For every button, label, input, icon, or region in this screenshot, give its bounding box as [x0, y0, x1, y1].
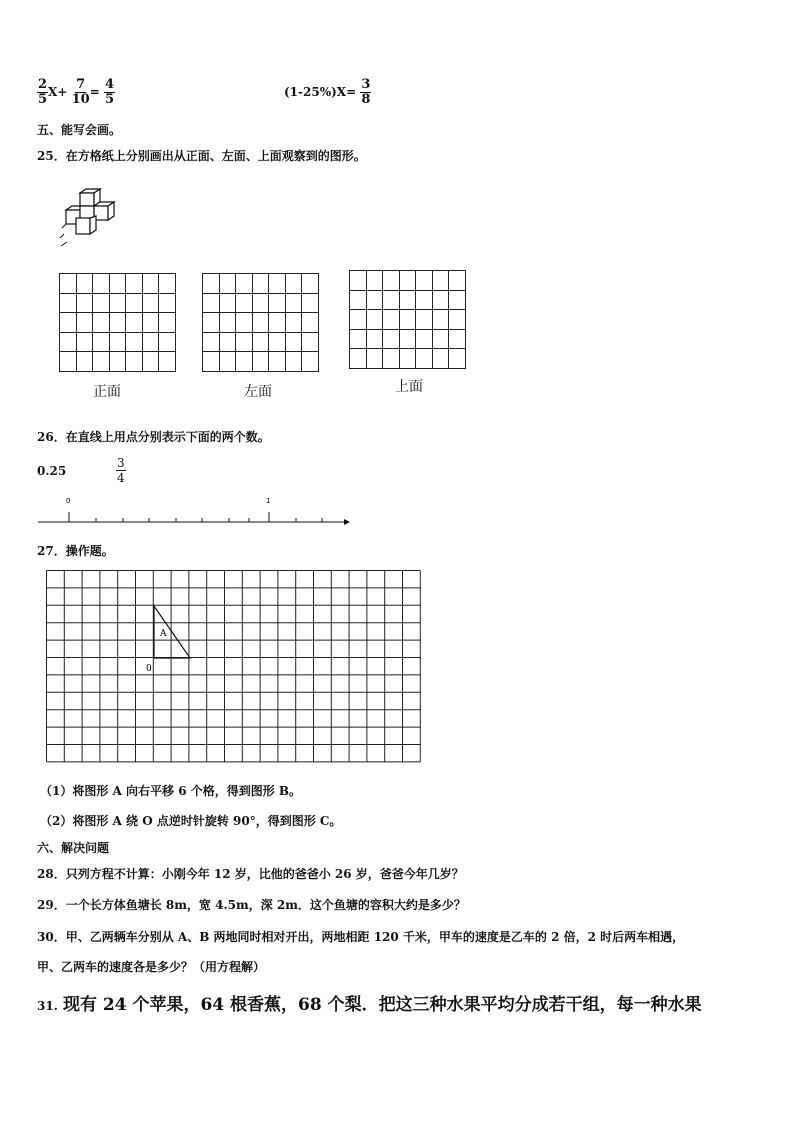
grid-cell[interactable]	[60, 352, 77, 372]
grid-cell[interactable]	[350, 310, 367, 330]
grid-cell[interactable]	[219, 293, 236, 313]
grid-cell[interactable]	[285, 274, 302, 294]
grid-cell[interactable]	[350, 271, 367, 291]
question-31	[37, 990, 702, 1015]
question-29: 29．一个长方体鱼塘长 8m，宽 4.5m，深 2m．这个鱼塘的容积大约是多少？	[37, 898, 466, 912]
grid-cell[interactable]	[236, 332, 253, 352]
number-line-arrow	[344, 519, 350, 525]
grid-cell[interactable]	[302, 274, 319, 294]
tick-label-0: 0	[66, 497, 71, 505]
grid-cell[interactable]	[203, 332, 220, 352]
question-31-number: 31.	[37, 999, 58, 1013]
grid-cell[interactable]	[126, 274, 143, 294]
grid-cell[interactable]	[203, 313, 220, 333]
grid-cell[interactable]	[383, 349, 400, 369]
grid-cell[interactable]	[203, 352, 220, 372]
grid-cell[interactable]	[302, 332, 319, 352]
grid-cell[interactable]	[142, 274, 159, 294]
grid-cell[interactable]	[399, 329, 416, 349]
label-left: 左面	[244, 384, 272, 400]
grid-left-view[interactable]	[202, 273, 319, 372]
grid-cell[interactable]	[350, 290, 367, 310]
grid-cell[interactable]	[219, 274, 236, 294]
question-26: 26．在直线上用点分别表示下面的两个数。	[37, 430, 270, 444]
grid-top-view[interactable]	[349, 270, 466, 369]
grid-cell[interactable]	[269, 332, 286, 352]
grid-cell[interactable]	[350, 349, 367, 369]
grid-cell[interactable]	[126, 293, 143, 313]
task-1: （1）将图形 A 向右平移 6 个格，得到图形 B。	[40, 784, 302, 798]
tick-label-1: 1	[266, 497, 271, 505]
grid-cell[interactable]	[236, 293, 253, 313]
grid-cell[interactable]	[432, 271, 449, 291]
grid-cell[interactable]	[383, 329, 400, 349]
fraction-2-5: $\frac{2}{5}$	[38, 77, 48, 107]
grid-cell[interactable]	[399, 310, 416, 330]
grid-cell[interactable]	[93, 352, 110, 372]
grid-cell[interactable]	[285, 313, 302, 333]
grid-cell[interactable]	[432, 290, 449, 310]
fraction-4-5: $\frac{4}{5}$	[104, 77, 114, 107]
grid-cell[interactable]	[449, 349, 466, 369]
grid-cell[interactable]	[109, 274, 126, 294]
grid-cell[interactable]	[302, 293, 319, 313]
grid-cell[interactable]	[449, 271, 466, 291]
grid-cell[interactable]	[383, 271, 400, 291]
grid-cell[interactable]	[159, 352, 176, 372]
grid-cell[interactable]	[350, 329, 367, 349]
grid-cell[interactable]	[269, 352, 286, 372]
number-025: 0.25	[37, 464, 67, 478]
equation-2: (1-25%)X= $\frac{3}{8}$	[284, 77, 371, 107]
grid-cell[interactable]	[142, 352, 159, 372]
task-2: （2）将图形 A 绕 O 点逆时针旋转 90°，得到图形 C。	[40, 814, 342, 828]
grid-cell[interactable]	[126, 313, 143, 333]
grid-cell[interactable]	[109, 352, 126, 372]
grid-cell[interactable]	[302, 352, 319, 372]
question-27: 27．操作题。	[37, 544, 114, 558]
grid-cell[interactable]	[159, 274, 176, 294]
grid-cell[interactable]	[252, 313, 269, 333]
grid-cell[interactable]	[432, 329, 449, 349]
grid-cell[interactable]	[76, 313, 93, 333]
grid-cell[interactable]	[126, 352, 143, 372]
grid-cell[interactable]	[60, 274, 77, 294]
grid-cell[interactable]	[449, 290, 466, 310]
grid-cell[interactable]	[60, 313, 77, 333]
grid-cell[interactable]	[236, 313, 253, 333]
operation-grid[interactable]	[46, 570, 426, 765]
label-top: 上面	[395, 379, 423, 395]
cube-top-front	[80, 193, 94, 206]
grid-cell[interactable]	[383, 290, 400, 310]
grid-cell[interactable]	[219, 352, 236, 372]
grid-cell[interactable]	[159, 313, 176, 333]
cube-figure	[58, 188, 128, 250]
fraction-3-8: $\frac{3}{8}$	[361, 77, 371, 107]
fraction-7-10: $\frac{7}{10}$	[71, 77, 90, 107]
grid-cell[interactable]	[159, 293, 176, 313]
grid-cell[interactable]	[93, 274, 110, 294]
grid-cell[interactable]	[366, 290, 383, 310]
point-o-label: 0	[146, 664, 152, 674]
grid-cell[interactable]	[142, 332, 159, 352]
grid-cell[interactable]	[76, 332, 93, 352]
grid-cell[interactable]	[60, 332, 77, 352]
grid-cell[interactable]	[399, 290, 416, 310]
grid-cell[interactable]	[399, 271, 416, 291]
grid-cell[interactable]	[416, 349, 433, 369]
question-30-line-1: 30．甲、乙两辆车分别从 A、B 两地同时相对开出，两地相距 120 千米，甲车的速度是乙车的 2 倍，2 时后两车相遇，	[37, 930, 685, 944]
section-6-title: 六、解决问题	[37, 841, 110, 855]
grid-cell[interactable]	[93, 293, 110, 313]
grid-cell[interactable]	[109, 332, 126, 352]
grid-cell[interactable]	[269, 293, 286, 313]
grid-cell[interactable]	[399, 349, 416, 369]
grid-cell[interactable]	[203, 274, 220, 294]
grid-cell[interactable]	[252, 352, 269, 372]
grid-cell[interactable]	[269, 274, 286, 294]
label-front: 正面	[93, 384, 121, 400]
grid-cell[interactable]	[432, 310, 449, 330]
cube-bottom-front	[76, 218, 90, 234]
grid-cell[interactable]	[219, 332, 236, 352]
question-31-text: 现有 24 个苹果，64 根香蕉，68 个梨．把这三种水果平均分成若干组，每一种水果	[62, 995, 702, 1015]
grid-cell[interactable]	[449, 329, 466, 349]
section-5-title: 五、能写会画。	[37, 123, 122, 137]
grid-cell[interactable]	[142, 293, 159, 313]
grid-cell[interactable]	[302, 313, 319, 333]
grid-cell[interactable]	[252, 332, 269, 352]
grid-cell[interactable]	[203, 293, 220, 313]
grid-cell[interactable]	[60, 293, 77, 313]
equation-1: $\frac{2}{5}$ X+ $\frac{7}{10}$ = $\frac{4}{5}$	[38, 77, 114, 107]
grid-cell[interactable]	[76, 293, 93, 313]
grid-cell[interactable]	[236, 352, 253, 372]
grid-cell[interactable]	[142, 313, 159, 333]
grid-cell[interactable]	[285, 293, 302, 313]
grid-cell[interactable]	[126, 332, 143, 352]
grid-cell[interactable]	[109, 293, 126, 313]
grid-cell[interactable]	[366, 271, 383, 291]
grid-cell[interactable]	[285, 352, 302, 372]
grid-cell[interactable]	[416, 310, 433, 330]
grid-cell[interactable]	[416, 290, 433, 310]
grid-cell[interactable]	[449, 310, 466, 330]
grid-cell[interactable]	[76, 274, 93, 294]
grid-cell[interactable]	[416, 271, 433, 291]
question-28: 28．只列方程不计算：小刚今年 12 岁，比他的爸爸小 26 岁，爸爸今年几岁？	[37, 867, 464, 881]
fraction-3-4: $\frac{3}{4}$	[117, 456, 125, 485]
grid-front-view[interactable]	[59, 273, 176, 372]
grid-cell[interactable]	[93, 332, 110, 352]
grid-cell[interactable]	[252, 293, 269, 313]
grid-cell[interactable]	[76, 352, 93, 372]
grid-cell[interactable]	[383, 310, 400, 330]
grid-cell[interactable]	[366, 310, 383, 330]
grid-cell[interactable]	[252, 274, 269, 294]
grid-cell[interactable]	[109, 313, 126, 333]
grid-cell[interactable]	[285, 332, 302, 352]
number-line[interactable]	[36, 495, 356, 529]
grid-cell[interactable]	[219, 313, 236, 333]
shape-a-label: A	[160, 629, 167, 639]
grid-cell[interactable]	[432, 349, 449, 369]
grid-cell[interactable]	[159, 332, 176, 352]
question-30-line-2: 甲、乙两车的速度各是多少？（用方程解）	[37, 960, 266, 974]
grid-cell[interactable]	[236, 274, 253, 294]
grid-cell[interactable]	[366, 349, 383, 369]
grid-cell[interactable]	[93, 313, 110, 333]
grid-cell[interactable]	[269, 313, 286, 333]
grid-cell[interactable]	[416, 329, 433, 349]
question-25: 25．在方格纸上分别画出从正面、左面、上面观察到的图形。	[37, 149, 366, 163]
grid-cell[interactable]	[366, 329, 383, 349]
